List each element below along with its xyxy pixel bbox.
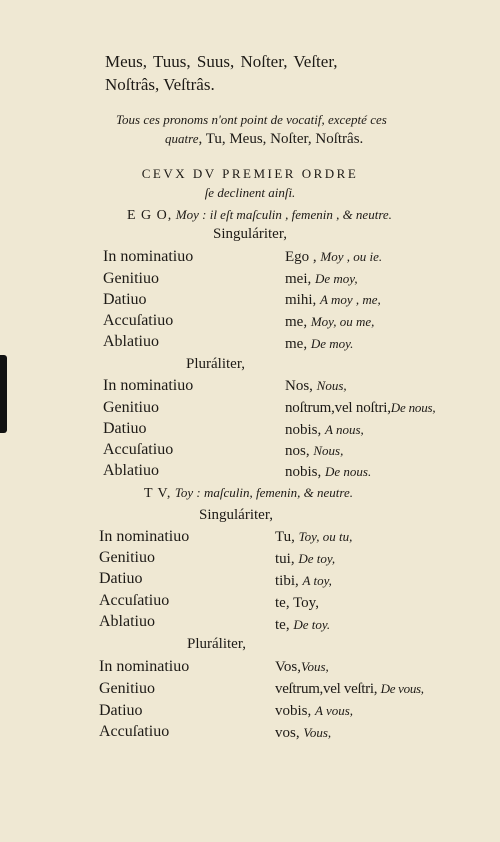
french-gloss: De moy. [310,336,354,351]
french-gloss: Vous, [303,725,332,740]
note-line-2-italic: quatre [165,131,199,146]
french-gloss: A moy , me, [320,292,381,307]
ego-heading-word: E G O, [127,208,173,223]
french-gloss: Nous, [316,378,347,393]
pronoun-form [275,725,331,742]
pronoun-form [285,249,382,266]
french-gloss: A toy, [302,573,332,588]
ego-heading-description: Moy : il eſt maſculin , femenin , & neutre. [175,207,392,222]
french-gloss: Toy, ou tu, [298,529,353,544]
case-label: Ablatiuo [103,462,159,479]
pronoun-list-line-2: Noſtrâs, Veſtrâs. [105,75,215,94]
pronoun-form [275,681,424,698]
pronoun-form [275,551,335,568]
pronoun-list-line-1: Meus, Tuus, Suus, Noſter, Veſter, [105,52,338,71]
latin-form: me, [285,314,308,330]
tu-heading-word: T V, [144,486,172,501]
case-label: In nominatiuo [99,658,190,675]
section-title: CEVX DV PREMIER ORDRE [141,166,359,181]
pronoun-form [285,292,381,309]
page-binding-edge [0,355,7,433]
pronoun-form [275,529,352,546]
note-line-2 [165,131,363,148]
tu-heading-description: Toy : maſculin, femenin, & neutre. [174,485,353,500]
case-label: Datiuo [99,570,143,587]
latin-form: me, [285,336,308,352]
case-label: Genitiuo [103,399,159,416]
latin-form: te, [275,617,290,633]
case-label: Accuſatiuo [99,723,170,740]
french-gloss: De toy, [298,551,336,566]
latin-form: vobis, [275,703,312,719]
latin-form: nobis, [285,464,322,480]
pronoun-form [285,336,353,353]
french-gloss: Vous, [301,659,329,674]
french-gloss: A nous, [325,422,364,437]
french-gloss: Toy, [293,595,319,611]
latin-form: mei, [285,271,312,287]
pronoun-form [285,422,364,439]
case-label: Datiuo [103,291,147,308]
latin-form: Vos, [275,659,301,675]
french-gloss: A vous, [315,703,354,718]
ego-heading [127,207,392,224]
pronoun-form [275,659,329,676]
latin-form: Nos, [285,378,313,394]
case-label: Accuſatiuo [103,441,174,458]
latin-form: Ego , [285,249,317,265]
case-label: Accuſatiuo [103,312,174,329]
latin-form: tui, [275,551,295,567]
note-line-1: Tous ces pronoms n'ont point de vocatif, excepté ces [116,112,387,127]
case-label: Genitiuo [99,680,155,697]
pronoun-form [285,271,358,288]
case-label: Accuſatiuo [99,592,170,609]
case-label: Genitiuo [103,270,159,287]
ego-plural-label: Pluráliter, [186,356,245,372]
pronoun-form [275,703,353,720]
tu-plural-label: Pluráliter, [187,636,246,652]
tu-heading [144,485,353,502]
ego-singular-label: Singuláriter, [213,226,287,242]
case-label: In nominatiuo [99,528,190,545]
pronoun-form [285,443,343,460]
pronoun-form [275,573,332,590]
french-gloss: Moy, ou me, [310,314,375,329]
case-label: Datiuo [103,420,147,437]
latin-form: nos, [285,443,310,459]
french-gloss: De moy, [315,271,358,286]
latin-form: nobis, [285,422,322,438]
tu-singular-label: Singuláriter, [199,507,273,523]
latin-form: mihi, [285,292,317,308]
latin-form: tibi, [275,573,299,589]
case-label: Ablatiuo [103,333,159,350]
pronoun-form [275,617,330,634]
latin-form: vos, [275,725,300,741]
french-gloss: Moy , ou ie. [320,249,383,264]
french-gloss: De nous. [325,464,372,479]
french-gloss: De vous, [380,681,424,696]
case-label: Datiuo [99,702,143,719]
pronoun-form [285,400,435,417]
note-line-2-roman: , Tu, Meus, Noſter, Noſtrâs. [198,131,364,147]
pronoun-form [275,595,319,612]
section-subtitle: ſe declinent ainſi. [204,185,296,200]
case-label: Ablatiuo [99,613,155,630]
pronoun-form [285,314,374,331]
french-gloss: De nous, [390,400,436,415]
pronoun-form [285,378,347,395]
pronoun-form [285,464,371,481]
case-label: In nominatiuo [103,248,194,265]
latin-form: veſtrum,vel veſtri, [275,681,378,697]
latin-form: te, [275,595,290,611]
french-gloss: Nous, [313,443,344,458]
french-gloss: De toy. [293,617,331,632]
case-label: In nominatiuo [103,377,194,394]
case-label: Genitiuo [99,549,155,566]
latin-form: Tu, [275,529,295,545]
latin-form: noſtrum,vel noſtri, [285,400,391,416]
